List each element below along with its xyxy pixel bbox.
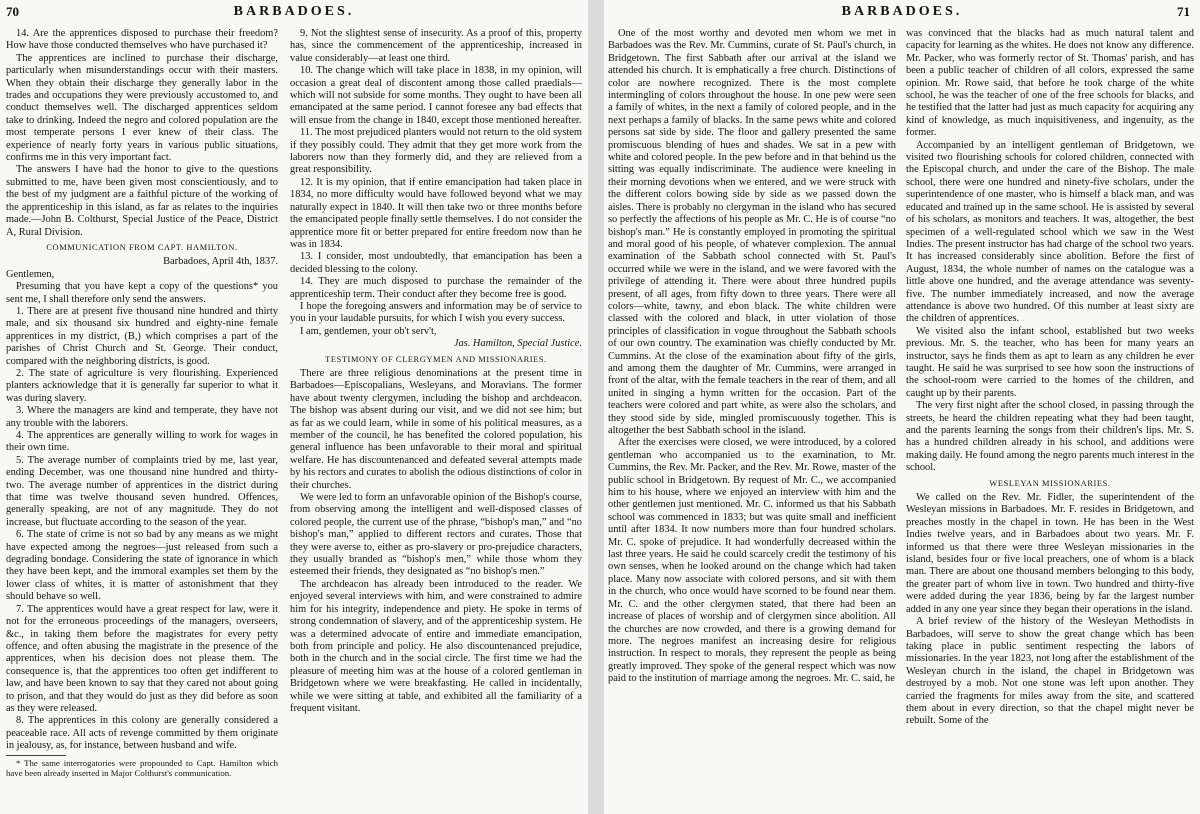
paragraph: The answers I have had the honor to give to the questions submitted to me, have been given most conscientiously, and to the best of my judgment are a faithful picture of the working of the apprenticeship in this island, as far as relates to the inquiries made.—John B. Colthurst, Special Justice of the Peace, District A, Rural Division. [6, 164, 278, 238]
paragraph: 14. Are the apprentices disposed to purchase their freedom? How have those conducted themselves who have purchased it? [6, 28, 278, 52]
left-page [0, 0, 588, 814]
section-heading: COMMUNICATION FROM CAPT. HAMILTON. [46, 242, 238, 252]
paragraph: We called on the Rev. Mr. Fidler, the superintendent of the Wesleyan missions in Barbadoes. Mr. F. resides in Bridgetown, and preaches mostly in the chapel in town. He has been in the West Indies twelve years, and in Barbadoes about two years. Mr. F. informed us that there were three Wesleyan missionaries in the island, besides four or five local preachers, one of whom is a black man. There are about one thousand members belonging to this body, the greater part of whom live in town. Two hundred and thirty-five were added during the year 1836, being by far the largest number added in any one year since they began their operations in the island. [906, 492, 1194, 615]
section-heading: WESLEYAN MISSIONARIES. [989, 478, 1111, 488]
right-page [604, 0, 1200, 814]
paragraph: A brief review of the history of the Wesleyan Methodists in Barbadoes, will serve to show the great change which has been taking place in public sentiment respecting the labors of missionaries. In the year 1823, not long after the establishment of the Wesleyan church in the island, the chapel in Bridgetown was destroyed by a mob. Not one stone was left upon another. They carried the fragments for miles away from the site, and scattered them about in every direction, so that the chapel might never be rebuilt. Some of the [906, 616, 1194, 727]
salutation: Gentlemen, [6, 268, 55, 280]
section-heading: TESTIMONY OF CLERGYMEN AND MISSIONARIES. [325, 354, 547, 364]
right-column-2 [906, 28, 1194, 812]
paragraph: 7. The apprentices would have a great respect for law, were it not for the erroneous proceedings of the managers, overseers, &c., in taking them before the magistrates for every petty offence, and often abusing the magistrate in the presence of the apprentices, when his decision does not please them. The consequence is, that the apprentices too often get indifferent to law, and have been known to say that they cared not about going to prison, and that they would do just as they did before as soon as they were released. [6, 603, 278, 714]
paragraph: 3. Where the managers are kind and temperate, they have not any trouble with the laborers. [6, 405, 278, 429]
running-title-left: BARBADOES. [233, 4, 355, 19]
paragraph: We visited also the infant school, established but two weeks previous. Mr. S. the teacher, who has been for many years an instructor, says he finds them as apt to learn as any children he ever taught. He said he was surprised to see how soon the instructions of the school-room were carried to the homes of the children, and caught up by their parents. [906, 325, 1194, 399]
paragraph: 13. I consider, most undoubtedly, that emancipation has been a decided blessing to the colony. [290, 251, 582, 275]
paragraph: 9. Not the slightest sense of insecurity. As a proof of this, property has, since the commencement of the apprenticeship, increased in value considerably—at least one third. [290, 28, 582, 64]
page-number-left: 70 [6, 4, 19, 19]
paragraph: The archdeacon has already been introduced to the reader. We enjoyed several interviews with him, and were constrained to admire him for his integrity, independence and piety. He spoke in terms of strong condemnation of slavery, and of the apprenticeship system. He was a determined advocate of entire and immediate emancipation, both from principle and policy. He also discountenanced prejudice, both in the church and in the social circle. The first time we had the pleasure of meeting him was at the house of a colored gentleman in Bridgetown where we were breakfasting. He called in incidentally, while we were sitting at table, and exhibited all the familiarity of a frequent visitant. [290, 578, 582, 714]
page-number-right: 71 [1177, 4, 1190, 19]
paragraph: 6. The state of crime is not so bad by any means as we might have expected among the negroes—just released from such a degrading bondage. Considering the state of ignorance in which they have been kept, and the immoral examples set them by the lower class of whites, it is matter of astonishment that they should behave so well. [6, 529, 278, 603]
book-gutter [588, 0, 604, 814]
running-head-left [0, 4, 588, 24]
footnote-rule [6, 755, 66, 756]
right-column-1 [608, 28, 896, 812]
paragraph: 14. They are much disposed to purchase the remainder of the apprenticeship term. Their conduct after they become free is good. [290, 276, 582, 300]
paragraph: We were led to form an unfavorable opinion of the Bishop's course, from observing among the intelligent and well-disposed classes of colored people, the current use of the phrase, “bishop's man,” and “no bishop's man,” applied to different rectors and curates. Those that they were averse to, either as pro-slavery or pro-prejudice characters, they usually branded as “bishop's men,” while those whom they esteemed their friends, they designated as “no bishop's men.” [290, 492, 582, 578]
paragraph: 2. The state of agriculture is very flourishing. Experienced planters acknowledge that it is generally far superior to what it was during slavery. [6, 367, 278, 404]
paragraph: 10. The change which will take place in 1838, in my opinion, will occasion a great deal of discontent among those called praedials—which will not subside for some months. They ought to have been all emancipated at the same period. I cannot foresee any bad effects that will ensue from the change in 1840, except those mentioned hereafter. [290, 65, 582, 126]
paragraph: 1. There are at present five thousand nine hundred and thirty male, and six thousand six hundred and eighty-nine female apprentices in my district, (B,) which comprises a part of the parishes of Christ Church and St. George. Their conduct, compared with the neighboring districts, is good. [6, 305, 278, 367]
left-column-1 [6, 28, 278, 812]
paragraph: I hope the foregoing answers and information may be of service to you in your laudable pursuits, for which I wish you every success. [290, 300, 582, 325]
paragraph: Presuming that you have kept a copy of the questions* you sent me, I shall therefore only send the answers. [6, 281, 278, 305]
signature: Jas. Hamilton, Special Justice. [453, 338, 582, 350]
paragraph: Accompanied by an intelligent gentleman of Bridgetown, we visited two flourishing schools for colored children, connected with the Episcopal church, and under the care of the Bishop. The male school, there were one hundred and ninety-five scholars, under the superintendence of one master, who is himself a black man, and was educated and trained up in the same school. He is assisted by several of his scholars, as monitors and teachers. It was, altogether, the best specimen of a well-regulated school which we saw in the West Indies. The present instructor has had charge of the school two years. It has increased considerably since abolition. Before the first of August, 1834, the whole number of names on the catalogue was a little above one hundred, and the average attendance was seventy-five. The number immediately increased, and now the average attendance is above two hundred. Of this number at least sixty are the children of apprentices. [906, 139, 1194, 325]
paragraph: After the exercises were closed, we were introduced, by a colored gentleman who accompanied us to the examination, to Mr. Cummins, the Rev. Mr. Packer, and the Rev. Mr. Rowe, master of the public school in Bridgetown. By request of Mr. C., we accompanied him to his house, where we enjoyed an interview with him and the other gentlemen just mentioned. Mr. C. informed us that his Sabbath school was commenced in 1833; but was quite small and inefficient until after 1834. It now numbers more than four hundred scholars. Mr. C. spoke of prejudice. It had wonderfully decreased within the last three years. He said he could scarcely credit the testimony of his own senses, when he looked around on the change which had taken place. Many now associate with colored persons, and sit with them in the church, who once would have scorned to be found near them. Mr. C. and the other clergymen stated, that there had been an increase of places of worship and of clergymen since abolition. All the churches are now crowded, and there is a growing demand for more. The negroes manifest an increasing desire for religious instruction. In respect to morals, they represent the people as being greatly improved. They spoke of the general respect which was now paid to the institution of marriage among the negroes. Mr. C. said, he [608, 437, 896, 685]
paragraph: 12. It is my opinion, that if entire emancipation had taken place in 1834, no more difficulty would have followed beyond what we may naturally expect in 1840. It will then take two or three months before the emancipated people finally settle themselves. I do not consider the apprentice more fit or better prepared for entire freedom now than he was in 1834. [290, 176, 582, 250]
left-column-2 [290, 28, 582, 812]
paragraph: 11. The most prejudiced planters would not return to the old system if they possibly could. They admit that they get more work from the laborers now than they formerly did, and they are relieved from a great responsibility. [290, 127, 582, 176]
paragraph: There are three religious denominations at the present time in Barbadoes—Episcopalians, Wesleyans, and Moravians. The former have about twenty clergymen, including the bishop and archdeacon. The bishop was absent during our visit, and we did not see him; but as far as we could learn, while in some of his political measures, as a member of the council, he has benefited the colored population, his general influence has been unfavorable to their moral and spiritual welfare. He has discountenanced and defeated several attempts made by his rectors and curates to abolish the odious distinctions of color in their churches. [290, 367, 582, 491]
footnote: * The same interrogatories were propounded to Capt. Hamilton which have been already inserted in Major Colthurst's communication. [6, 757, 278, 778]
paragraph: I am, gentlemen, your ob't serv't, [300, 325, 437, 337]
paragraph: One of the most worthy and devoted men whom we met in Barbadoes was the Rev. Mr. Cummins, curate of St. Paul's church, in Bridgetown. The first Sabbath after our arrival at the island we attended his church. It is emphatically a free church. Distinctions of color are nowhere recognized. There is the most complete intermingling of colors throughout the house. In one pew were seen a family of whites, in the next a family of colored people, and in the next perhaps a family of blacks. In the same pews white and colored persons sat side by side. The floor and gallery presented the same promiscuous blending of hues and shades. We sat in a pew with white and colored people. In the pew before and in that behind us the sitting was equally indiscriminate. The audience were kneeling in their morning devotions when we entered, and we were struck with the different colors bowing side by side as we passed down the aisles. There is probably no clergyman in the island who has secured so perfectly the affections of his people as Mr. C. He is of course “no bishop's man.” He is constantly employed in promoting the spiritual and moral good of his people, of whatever complexion. The annual examination of the Sabbath school connected with St. Paul's occurred while we were in the island, and we were favored with the privilege of attending it. There were about three hundred pupils present, of all ages, from fifty down to three years. There were all colors—white, tawny, and ebon black. The white children were classed with the colored and black, in utter violation of those principles of classification in vogue throughout the Sabbath schools of our own country. The examination was chiefly conducted by Mr. Cummins. At the close of the examination about fifty of the girls, and among them the daughter of Mr. Cummins, were arranged in front of the altar, with the female teachers in the rear of them, and all united in singing a hymn written for the occasion. Part of the teachers were colored and part white, as were also the scholars, and they stood side by side, mingled promiscuously together. This is altogether the best Sabbath school in the island. [608, 28, 896, 436]
paragraph: was convinced that the blacks had as much natural talent and capacity for learning as the whites. He does not know any difference. Mr. Packer, who was formerly rector of St. Thomas' parish, and has been a public teacher of children of all colors, expressed the same opinion. Mr. Rowe said, that before he took charge of the white school, he was the teacher of one of the free schools for blacks, and he testified that the latter had just as much capacity for acquiring any kind of knowledge, as much inquisitiveness, and ingenuity, as the former. [906, 28, 1194, 139]
paragraph: 8. The apprentices in this colony are generally considered a peaceable race. All acts of revenge committed by them originate in jealousy, as, for instance, between husband and wife. [6, 715, 278, 752]
running-head-right [604, 4, 1200, 24]
paragraph: 4. The apprentices are generally willing to work for wages in their own time. [6, 430, 278, 454]
paragraph: 5. The average number of complaints tried by me, last year, ending December, was one thousand nine hundred and thirty-two. The average number of apprentices in the district during that time was twelve thousand seven hundred. Offences, generally speaking, are not of any magnitude. They do not increase, but fluctuate according to the season of the year. [6, 454, 278, 528]
paragraph: The very first night after the school closed, in passing through the streets, he heard the children repeating what they had been taught, and the parents learning the songs from their children's lips. Mr. S. has a hundred children already in his school, and additions were making daily. He found among the negro parents much interest in the school. [906, 400, 1194, 474]
letter-date: Barbadoes, April 4th, 1837. [163, 256, 278, 268]
running-title-right: BARBADOES. [841, 4, 963, 19]
paragraph: The apprentices are inclined to purchase their discharge, particularly when misunderstandings occur with their masters. When they obtain their discharge they generally labor in the trades and occupations they were previously accustomed to, and conduct themselves well. The discharged apprentices seldom take to drinking. Indeed the negro and colored population are the most temperate persons I ever knew of their class. The experience of nearly forty years in various public situations, confirms me in this very important fact. [6, 52, 278, 164]
